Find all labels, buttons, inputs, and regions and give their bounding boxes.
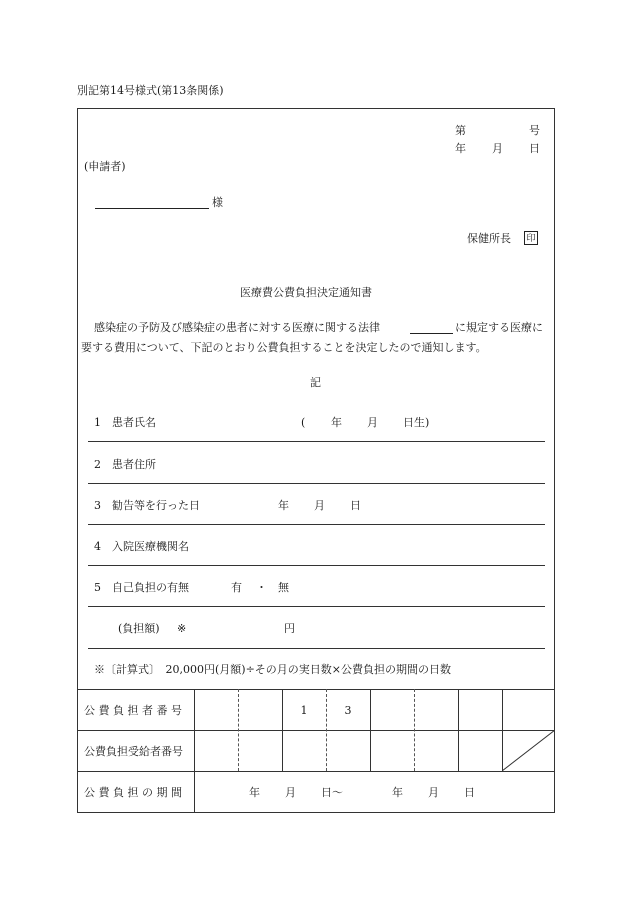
item3-month: 月: [314, 499, 325, 512]
seal-stamp: [524, 231, 538, 245]
applicant-label: (申請者): [84, 160, 126, 173]
item2-label: 患者住所: [112, 458, 156, 471]
item3-year: 年: [278, 499, 289, 512]
item3-rule: [88, 524, 545, 525]
item2-number: 2: [94, 458, 101, 471]
form-label: 別記第14号様式(第13条関係): [77, 84, 224, 97]
item5-no: 無: [278, 581, 289, 594]
item3-day: 日: [350, 499, 361, 512]
payer-digit-4: 3: [344, 704, 352, 717]
item5-rule: [88, 606, 545, 607]
issuer-label: 保健所長: [467, 232, 511, 245]
burden-label: (負担額): [118, 622, 160, 635]
law-blank-line: [410, 333, 453, 334]
item5-separator: ・: [256, 581, 267, 594]
item3-label: 勧告等を行った日: [112, 499, 200, 512]
item4-label: 入院医療機関名: [112, 540, 189, 553]
body-line1-a: 感染症の予防及び感染症の患者に対する医療に関する法律: [94, 321, 380, 334]
digit-divider: [458, 689, 459, 771]
period-start-day: 日〜: [321, 786, 343, 799]
doc-number-suffix: 号: [529, 124, 540, 137]
table-top-rule: [77, 689, 555, 690]
item4-rule: [88, 565, 545, 566]
item1-number: 1: [94, 416, 101, 429]
body-line2: 要する費用について、下記のとおり公費負担することを決定したので通知します。: [81, 341, 487, 354]
applicant-name-line: [95, 208, 209, 209]
page-title: 医療費公費負担決定通知書: [240, 286, 372, 299]
digit-divider: [370, 689, 371, 771]
body-line1-b: に規定する医療に: [455, 321, 543, 334]
item1-month: 月: [367, 416, 378, 429]
item5-number: 5: [94, 581, 101, 594]
burden-yen: 円: [284, 622, 295, 635]
honorific-sama: 様: [212, 196, 223, 209]
calc-note: ※〔計算式〕 20,000円(月額)÷その月の実日数×公費負担の期間の日数: [94, 663, 452, 676]
item1-birth-close: 日生): [403, 416, 430, 429]
digit-divider: [414, 689, 415, 771]
burden-rule: [88, 648, 545, 649]
doc-number-prefix: 第: [455, 124, 466, 137]
period-start-year: 年: [249, 786, 260, 799]
period-end-month: 月: [428, 786, 439, 799]
seal-char: 印: [526, 234, 536, 244]
recipient-number-label: 公費負担受給者番号: [84, 745, 183, 758]
item1-year: 年: [331, 416, 342, 429]
item1-label: 患者氏名: [112, 416, 156, 429]
digit-divider: [282, 689, 283, 771]
payer-digit-3: 1: [300, 704, 308, 717]
period-label: 公 費 負 担 の 期 間: [84, 786, 182, 799]
burden-mark: ※: [177, 622, 187, 635]
item5-label: 自己負担の有無: [112, 581, 189, 594]
date-year-label: 年: [455, 142, 466, 155]
item2-rule: [88, 483, 545, 484]
table-row1-rule: [77, 730, 555, 731]
period-start-month: 月: [285, 786, 296, 799]
digit-divider: [326, 689, 327, 771]
check-cell-diagonal: [502, 730, 555, 771]
item5-yes: 有: [231, 581, 242, 594]
period-end-day: 日: [464, 786, 475, 799]
digit-divider: [238, 689, 239, 771]
date-month-label: 月: [492, 142, 503, 155]
payer-number-label: 公 費 負 担 者 番 号: [84, 704, 182, 717]
table-row2-rule: [77, 771, 555, 772]
table-label-divider: [194, 689, 195, 813]
item1-rule: [88, 441, 545, 442]
item1-birth-open: (: [301, 416, 306, 429]
period-end-year: 年: [392, 786, 403, 799]
ki-heading: 記: [310, 376, 321, 389]
item4-number: 4: [94, 540, 101, 553]
date-day-label: 日: [529, 142, 540, 155]
item3-number: 3: [94, 499, 101, 512]
